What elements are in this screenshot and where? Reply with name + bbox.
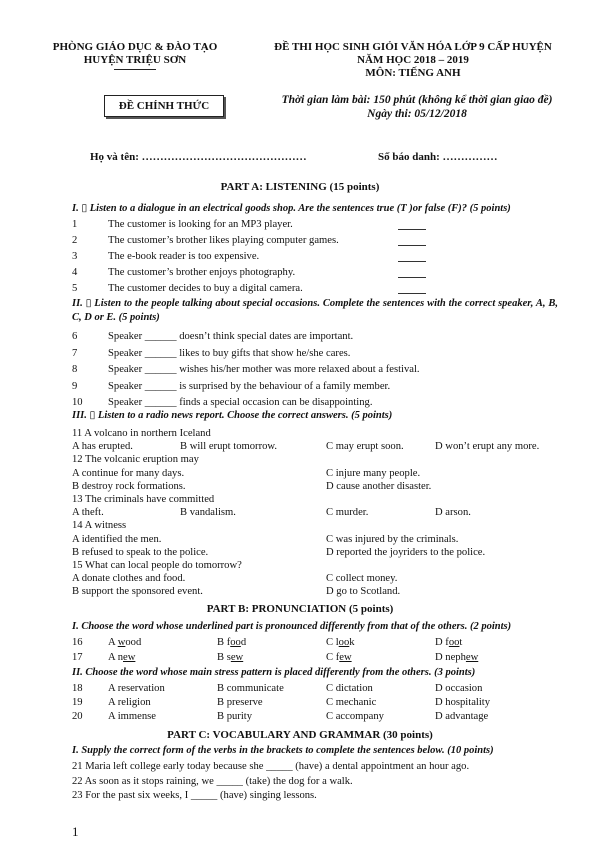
option: D occasion: [435, 683, 483, 694]
item-number: 17: [72, 651, 83, 663]
option: A theft.: [72, 507, 104, 519]
item-number: 16: [72, 637, 83, 648]
item-number: 18: [72, 683, 83, 694]
answer-blank: [398, 268, 426, 278]
option: A continue for many days.: [72, 467, 185, 479]
school-year: NĂM HỌC 2018 – 2019: [357, 54, 469, 66]
item-number: 8: [72, 364, 78, 375]
department-name: PHÒNG GIÁO DỤC & ĐÀO TẠO: [52, 41, 218, 53]
item-number: 1: [72, 219, 78, 230]
item-text: Speaker ______ doesn’t think special dates are important.: [108, 331, 354, 342]
item-number: 3: [72, 251, 78, 262]
option: C dictation: [326, 683, 373, 694]
option: A immense: [108, 711, 156, 722]
item-text: Speaker ______ is surprised by the behaviour of a family member.: [108, 380, 391, 392]
item-number: 5: [72, 283, 78, 294]
option: A religion: [108, 697, 151, 708]
item-text: Speaker ______ likes to buy gifts that show he/she cares.: [108, 347, 351, 359]
option: B destroy rock formations.: [72, 480, 186, 492]
option: B preserve: [217, 697, 263, 708]
part-b-title: PART B: PRONUNCIATION (5 points): [206, 603, 394, 615]
district-name: HUYỆN TRIỆU SƠN: [83, 54, 187, 66]
option: D advantage: [435, 711, 489, 722]
option: C accompany: [326, 711, 384, 722]
part-b-section-1-title: I. Choose the word whose underlined part is pronounced differently from that of the others. (2 points): [72, 621, 512, 632]
option: D reported the joyriders to the police.: [326, 546, 486, 558]
item-text: The customer’s brother likes playing computer games.: [108, 235, 339, 246]
option: B communicate: [217, 683, 284, 694]
item-number: 7: [72, 347, 78, 359]
option: B refused to speak to the police.: [72, 546, 209, 558]
sentence: 21 Maria left college early today because she _____ (have) a dental appointment an hour ago.: [72, 761, 470, 772]
item-number: 4: [72, 267, 78, 278]
part-a-section-2-title: II. ▯ Listen to the people talking about special occasions. Complete the sentences with the correct speaker, A, B, C, D or E. (5 points): [72, 298, 558, 323]
option: B will erupt tomorrow.: [180, 441, 277, 453]
answer-blank: [398, 220, 426, 230]
page-number: 1: [72, 824, 79, 839]
option: B sew: [217, 651, 244, 663]
option: A wood: [108, 637, 142, 648]
option: C mechanic: [326, 697, 377, 708]
exam-date: Ngày thi: 05/12/2018: [367, 108, 467, 120]
question-stem: 15 What can local people do tomorrow?: [72, 560, 242, 571]
option: A identified the men.: [72, 533, 162, 545]
option: C may erupt soon.: [326, 441, 404, 453]
item-text: The customer is looking for an MP3 player.: [108, 219, 293, 230]
part-c-title: PART C: VOCABULARY AND GRAMMAR (30 points): [167, 729, 433, 741]
option: D go to Scotland.: [326, 586, 401, 598]
question-stem: 13 The criminals have committed: [72, 494, 215, 505]
answer-blank: [398, 236, 426, 246]
item-text: Speaker ______ finds a special occasion can be disappointing.: [108, 397, 373, 408]
option: B purity: [217, 711, 253, 722]
sentence: 22 As soon as it stops raining, we _____ (take) the dog for a walk.: [72, 775, 353, 787]
sbd-label: Số báo danh: ……………: [378, 151, 498, 163]
question-stem: 14 A witness: [72, 520, 127, 532]
option: A has erupted.: [72, 441, 133, 453]
option: C was injured by the criminals.: [326, 533, 459, 545]
answer-blank: [398, 284, 426, 294]
part-a-section-1-title: I. ▯ Listen to a dialogue in an electrical goods shop. Are the sentences true (T )or false (F)? (5 points): [72, 203, 511, 214]
option: D arson.: [435, 507, 471, 519]
school-header: [40, 41, 230, 70]
subject: MÔN: TIẾNG ANH: [365, 67, 461, 79]
exam-time: [252, 93, 582, 121]
option: A reservation: [108, 683, 165, 694]
question-stem: 12 The volcanic eruption may: [72, 454, 199, 466]
exam-header: [248, 41, 578, 80]
item-number: 2: [72, 235, 78, 246]
header-rule: [114, 69, 156, 70]
option: A new: [108, 651, 136, 663]
answer-blank: [398, 252, 426, 262]
part-a-section-3-title: III. ▯ Listen to a radio news report. Choose the correct answers. (5 points): [72, 410, 393, 421]
option: B vandalism.: [180, 507, 236, 519]
official-stamp: ĐỀ CHÍNH THỨC: [104, 95, 224, 117]
option: C few: [326, 651, 352, 663]
option: D foot: [435, 637, 463, 648]
item-text: The e-book reader is too expensive.: [108, 251, 260, 262]
sentence: 23 For the past six weeks, I _____ (have) singing lessons.: [72, 790, 317, 801]
item-text: Speaker ______ wishes his/her mother was more relaxed about a festival.: [108, 364, 420, 375]
item-number: 19: [72, 697, 83, 708]
option: C injure many people.: [326, 467, 421, 479]
item-text: The customer’s brother enjoys photography.: [108, 267, 296, 278]
duration: Thời gian làm bài: 150 phút (không kể thời gian giao đề): [281, 94, 553, 106]
exam-title: ĐỀ THI HỌC SINH GIỎI VĂN HÓA LỚP 9 CẤP HUYỆN: [274, 41, 552, 53]
option: B food: [217, 637, 247, 648]
item-number: 6: [72, 331, 78, 342]
item-number: 9: [72, 380, 78, 392]
part-b-section-2-title: II. Choose the word whose main stress pattern is placed differently from the others. (3 points): [72, 667, 476, 678]
option: C look: [326, 637, 355, 648]
option: D won’t erupt any more.: [435, 441, 540, 453]
candidate-number-field: [378, 151, 498, 163]
option: D nephew: [435, 651, 479, 663]
option: C collect money.: [326, 573, 398, 585]
item-text: The customer decides to buy a digital camera.: [108, 283, 303, 294]
option: D cause another disaster.: [326, 480, 432, 492]
item-number: 20: [72, 711, 83, 722]
option: C murder.: [326, 507, 369, 519]
part-a-title: PART A: LISTENING (15 points): [220, 181, 380, 193]
option: B support the sponsored event.: [72, 586, 203, 598]
part-c-section-1-title: I. Supply the correct form of the verbs in the brackets to complete the sentences below. (10 points): [72, 745, 494, 756]
question-stem: 11 A volcano in northern Iceland: [72, 428, 211, 439]
name-label: Họ và tên: ………………………………………: [90, 151, 307, 163]
name-field: [90, 151, 307, 163]
option: D hospitality: [435, 697, 491, 708]
item-number: 10: [72, 397, 83, 408]
option: A donate clothes and food.: [72, 573, 186, 585]
